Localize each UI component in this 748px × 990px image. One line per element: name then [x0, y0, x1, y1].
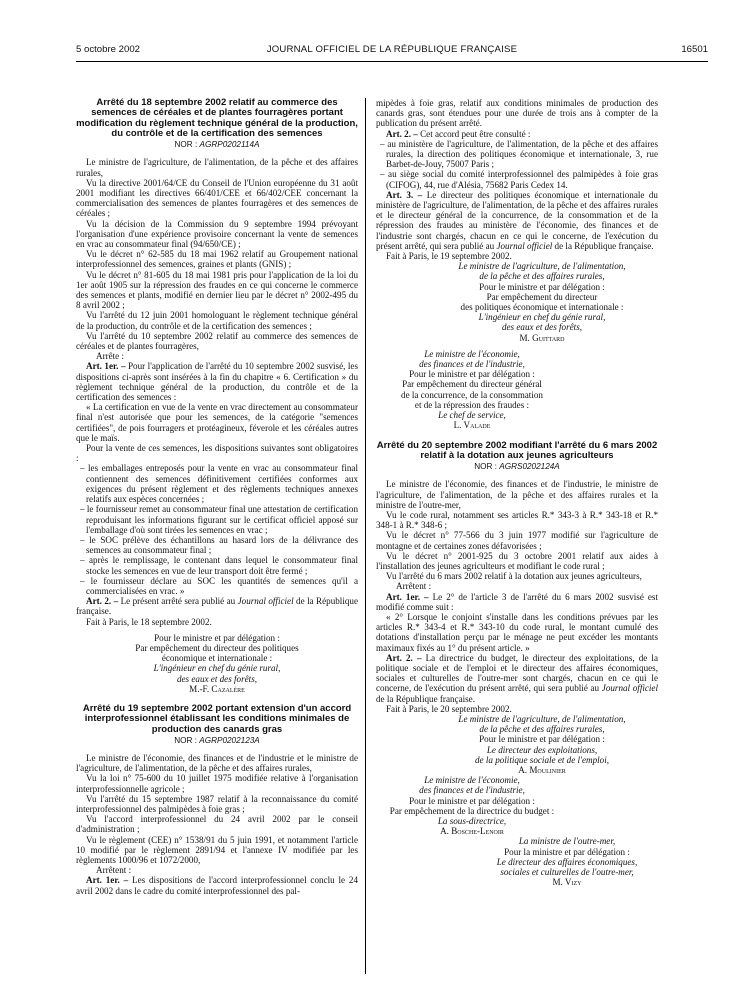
signature-title: Le directeur des affaires économiques, — [496, 856, 638, 867]
decree1-art2 — [76, 596, 358, 616]
signature-title: Le ministre de l'économie, — [424, 775, 520, 786]
signature-title: de la pêche et des affaires rurales, — [479, 271, 605, 282]
decree1-place-date: Fait à Paris, le 18 septembre 2002. — [86, 616, 212, 627]
decree3-arrete: Arrêtent : — [396, 581, 432, 592]
signer-name: M. Guittard — [519, 332, 565, 343]
decree2-art3 — [376, 190, 658, 251]
signature-line: Par empêchement du directeur général — [402, 379, 542, 390]
signer-name: M. Vizy — [552, 877, 582, 888]
journal-name: Journal officiel — [496, 240, 553, 251]
decree1-arrete: Arrête : — [96, 351, 125, 362]
signature-title: La ministre de l'outre-mer, — [518, 836, 616, 847]
decree1-art1 — [76, 361, 358, 402]
art-text: Le directeur des politiques économique et internationale du ministère de l'agriculture, de l'alimentation, de la pêche et des affaires rurales et le directeur général de la concurrence, de la consommation et de la répression des fraudes au ministère de l'économie, des finances et de l'industrie sont chargés, chacun en ce qui le concerne, de l'exécution du présent arrêté, qui sera publié au — [376, 189, 658, 251]
signature-line: Pour le ministre et par délégation : — [409, 369, 535, 380]
signature-line: Pour le ministre et par délégation : — [479, 734, 605, 745]
decree2-nor — [76, 736, 358, 746]
signature-line: Par empêchement du directeur des politiques — [135, 642, 299, 653]
decree1-quote: Pour la vente de ces semences, les dispositions suivantes sont obligatoires : — [76, 443, 358, 464]
art-text: de la République française. — [376, 693, 475, 704]
signature-title: Le directeur des exploitations, — [486, 744, 598, 755]
art-label: Art. 1er. – — [386, 591, 429, 602]
nor-code: AGRP0202123A — [199, 735, 260, 745]
decree3-signature-2 — [376, 775, 658, 836]
list-item: – les emballages entreposés pour la vente en vrac au consommateur final contiennent des semences définitivement certifiées conformes aux exigences du présent règlement et des règlements techniques annexes relatifs aux espèces concernées ; — [80, 463, 358, 505]
decree2-para: Vu l'arrêté du 15 septembre 1987 relatif à la reconnaissance du comité interprofessionnel des palmipèdes à foie gras ; — [76, 793, 358, 815]
decree1-quote: « La certification en vue de la vente en vrac directement au consommateur final n'est autorisée que pour les semences, de la catégorie "semences certifiées", de pois fourragers et protéagineux, féverole et les céréales autres que le maïs. — [76, 402, 358, 443]
signature-title: des finances et de l'industrie, — [419, 785, 525, 796]
nor-label: NOR : — [174, 735, 200, 745]
signature-title: L'ingénieur en chef du génie rural, — [478, 312, 606, 323]
signature-title: Le ministre de l'économie, — [424, 348, 520, 359]
list-item: – après le remplissage, le contenant dans lequel le consommateur final stocke les semences en vue de leur transport doit être fermé ; — [80, 555, 358, 576]
art-label: Art. 2. – — [86, 596, 119, 607]
decree1-para: Le ministre de l'agriculture, de l'alimentation, de la pêche et des affaires rurales, — [76, 157, 358, 178]
decree1-para: Vu le décret n° 81-605 du 18 mai 1981 pris pour l'application de la loi du 1er août 1905 sur la répression des fraudes en ce qui concerne le commerce des semences et plants, modifié en dernier lieu par le décret n° 2002-495 du 8 avril 2002 ; — [76, 269, 358, 311]
decree3-quote: « 2° Lorsque le conjoint s'installe dans les conditions prévues par les articles R.* 343-4 et R.* 343-10 du code rural, le montant cumulé des dotations d'installation perçu par le ménage ne peut excéder les montants maximaux fixés au 1° du présent article. » — [376, 611, 658, 653]
signature-line: des politiques économique et internationale : — [460, 302, 624, 313]
right-column — [376, 98, 658, 887]
signature-title: de la politique sociale et de l'emploi, — [474, 754, 610, 765]
column-divider — [365, 98, 366, 974]
art-text: Pour l'application de l'arrêté du 10 septembre 2002 susvisé, les dispositions ci-après sont insérées à la fin du chapitre « 6. Certification » du règlement technique général de la production, du contrôle et de la certification des semences : — [76, 361, 358, 403]
signature-title: Le chef de service, — [438, 410, 506, 421]
decree2-signature-2 — [376, 349, 658, 431]
list-item: – au ministère de l'agriculture, de l'alimentation, de la pêche et des affaires rurales, la direction des politiques économique et internationale, 3, rue Barbet-de-Jouy, 75007 Paris ; — [380, 138, 658, 170]
decree3-nor — [376, 462, 658, 472]
decree2-place-date: Fait à Paris, le 19 septembre 2002. — [386, 251, 512, 262]
page-header — [76, 44, 708, 58]
signature-line: Pour la ministre et par délégation : — [504, 846, 630, 857]
signature-line: Pour le ministre et par délégation : — [154, 632, 280, 643]
signature-line: Pour le ministre et par délégation : — [479, 281, 605, 292]
signature-title: Le ministre de l'agriculture, de l'alimentation, — [458, 261, 626, 272]
decree2-art2 — [376, 129, 658, 139]
nor-code: AGRP0202114A — [199, 140, 260, 150]
decree2-para: Vu la loi n° 75-600 du 10 juillet 1975 modifiée relative à l'organisation interprofessionnelle agricole ; — [76, 773, 358, 794]
journal-name: Journal officiel — [601, 683, 658, 694]
nor-label: NOR : — [474, 462, 500, 472]
decree2-para: Vu l'accord interprofessionnel du 24 avril 2002 par le conseil d'administration ; — [76, 814, 358, 835]
art-text: de la République française. — [552, 240, 654, 251]
decree3-signature-1 — [376, 714, 658, 775]
art-text: Le présent arrêté sera publié au — [118, 596, 238, 607]
art-label: Art. 1er. – — [86, 361, 126, 372]
decree2-title: Arrêté du 19 septembre 2002 portant extension d'un accord interprofessionnel établissant les conditions minimales de production des canards gras — [82, 702, 352, 735]
decree2-para: Vu le règlement (CEE) n° 1538/91 du 5 juin 1991, et notamment l'article 10 modifié par le règlement 2891/94 et l'annexe IV modifiée par les règlements 1000/96 et 1072/2000, — [76, 834, 358, 866]
decree3-art1 — [376, 592, 658, 612]
header-page-number: 16501 — [681, 44, 708, 55]
decree3-para: Vu le décret n° 77-566 du 3 juin 1977 modifié sur l'agriculture de montagne et de certaines zones défavorisées ; — [376, 530, 658, 551]
signature-title: des eaux et des forêts, — [501, 322, 583, 333]
decree3-para: Vu le décret n° 2001-925 du 3 octobre 2001 relatif aux aides à l'installation des jeunes agriculteurs et modifiant le code rural ; — [376, 550, 658, 571]
list-item: – le fournisseur remet au consommateur final une attestation de certification reproduisant les informations figurant sur le certificat officiel apposé sur l'emballage d'où sont tirées les semences en vrac ; — [80, 504, 358, 535]
list-item: – le fournisseur déclare au SOC les quantités de semences qu'il a commercialisées en vrac. » — [80, 575, 358, 596]
art-text: de la République française. — [76, 596, 358, 617]
signature-title: L'ingénieur en chef du génie rural, — [153, 663, 281, 674]
list-item: – le SOC prélève des échantillons au hasard lors de la délivrance des semences au consommateur final ; — [80, 534, 358, 556]
decree3-para: Vu le code rural, notamment ses articles R.* 343-3 à R.* 343-18 et R.* 348-1 à R.* 348-6 ; — [376, 509, 658, 531]
decree1-nor — [76, 140, 358, 150]
signer-name: M.-F. Cazalère — [189, 683, 245, 694]
art-label: Art. 2. – — [386, 652, 422, 663]
art-text: Cet accord peut être consulté : — [417, 128, 531, 139]
signature-title: sociales et culturelles de l'outre-mer, — [500, 867, 634, 878]
decree1-para: Vu le décret n° 62-585 du 18 mai 1962 relatif au Groupement national interprofessionnel des semences, graines et plants (GNIS) ; — [76, 249, 358, 270]
decree3-para: Vu l'arrêté du 6 mars 2002 relatif à la dotation aux jeunes agriculteurs, — [386, 571, 642, 582]
header-rule — [76, 61, 708, 62]
decree1-para: Vu la directive 2001/64/CE du Conseil de l'Union européenne du 31 août 2001 modifiant les directives 66/401/CEE et 66/402/CEE concernant la commercialisation des semences de plantes fourragères et des semences de céréales ; — [76, 177, 358, 219]
signer-name: L. Valade — [453, 420, 491, 431]
decree1-para: Vu l'arrêté du 10 septembre 2002 relatif au commerce des semences de céréales et de plantes fourragères, — [76, 330, 358, 352]
art-label: Art. 3. – — [386, 189, 423, 200]
signature-line: et de la répression des fraudes : — [414, 399, 530, 410]
nor-label: NOR : — [174, 140, 200, 150]
art-label: Art. 2. – — [386, 128, 418, 139]
decree3-title: Arrêté du 20 septembre 2002 modifiant l'arrêté du 6 mars 2002 relatif à la dotation aux jeunes agriculteurs — [376, 439, 658, 461]
decree2-arrete: Arrêtent : — [96, 865, 132, 876]
signature-title: Le ministre de l'agriculture, de l'alimentation, — [458, 713, 626, 724]
header-date: 5 octobre 2002 — [76, 44, 141, 55]
decree2-art1-continued: mipèdes à foie gras, relatif aux conditions minimales de production des canards gras, sont étendues pour une durée de trois ans à compter de la publication du présent arrêté. — [376, 98, 658, 129]
left-column — [76, 98, 358, 896]
decree2-para: Le ministre de l'économie, des finances et de l'industrie et le ministre de l'agriculture, de l'alimentation, de la pêche et des affaires rurales, — [76, 753, 358, 774]
signature-title: de la pêche et des affaires rurales, — [479, 724, 605, 735]
list-item: – au siège social du comité interprofessionnel des palmipèdes à foie gras (CIFOG), 44, rue d'Alésia, 75682 Paris Cedex 14. — [380, 169, 658, 190]
art-text: Le 2° de l'article 3 de l'arrêté du 6 mars 2002 susvisé est modifié comme suit : — [376, 591, 658, 612]
nor-code: AGRS0202124A — [499, 462, 560, 472]
art-text: La directrice du budget, le directeur des exploitations, de la politique sociale et de l'emploi et le directeur des affaires économiques, sociales et culturelles de l'outre-mer sont chargés, chacun en ce qui le concerne, de l'exécution du présent arrêté, qui sera publié au — [376, 652, 658, 694]
decree1-para: Vu la décision de la Commission du 9 septembre 1994 prévoyant l'organisation d'une expérience provisoire concernant la vente de semences en vrac au consommateur final (94/650/CE) ; — [76, 218, 358, 250]
decree2-art1 — [76, 875, 358, 895]
decree1-signature — [76, 633, 358, 694]
signer-name: A. Moulinier — [518, 764, 566, 775]
signature-line: de la concurrence, de la consommation — [401, 389, 543, 400]
decree3-signature-3 — [376, 836, 658, 887]
decree1-para: Vu l'arrêté du 12 juin 2001 homologuant le règlement technique général de la production, du contrôle et de la certification des semences ; — [76, 310, 358, 331]
signature-title: La sous-directrice, — [437, 816, 507, 826]
decree3-place-date: Fait à Paris, le 20 septembre 2002. — [386, 703, 512, 714]
decree3-para: Le ministre de l'économie, des finances et de l'industrie, le ministre de l'agriculture, de l'alimentation, de la pêche et des affaires rurales et la ministre de l'outre-mer, — [376, 479, 658, 510]
art-label: Art. 1er. – — [86, 875, 129, 886]
spacer — [376, 431, 658, 441]
signature-line: Pour le ministre et par délégation : — [409, 795, 535, 806]
art-text: Les dispositions de l'accord interprofessionnel conclu le 24 avril 2002 dans le cadre du comité interprofessionnel des pal- — [76, 875, 358, 896]
decree3-art2 — [376, 653, 658, 704]
signature-line: Par empêchement de la directrice du budget : — [389, 805, 555, 816]
signature-line: économique et internationale : — [161, 653, 273, 664]
decree2-signature-1 — [376, 261, 658, 343]
journal-name: Journal officiel — [237, 596, 294, 607]
header-title: JOURNAL OFFICIEL DE LA RÉPUBLIQUE FRANÇAISE — [266, 44, 518, 55]
signature-line: Par empêchement du directeur — [486, 291, 598, 302]
signature-title: des eaux et des forêts, — [176, 673, 258, 684]
decree1-title: Arrêté du 18 septembre 2002 relatif au commerce des semences de céréales et de plantes fourragères portant modification du règlement technique général de la production, du contrôle et de la certification des semences — [76, 97, 358, 139]
signer-name: A. Bosche-Lenoir — [440, 826, 504, 837]
signature-title: des finances et de l'industrie, — [419, 359, 525, 370]
